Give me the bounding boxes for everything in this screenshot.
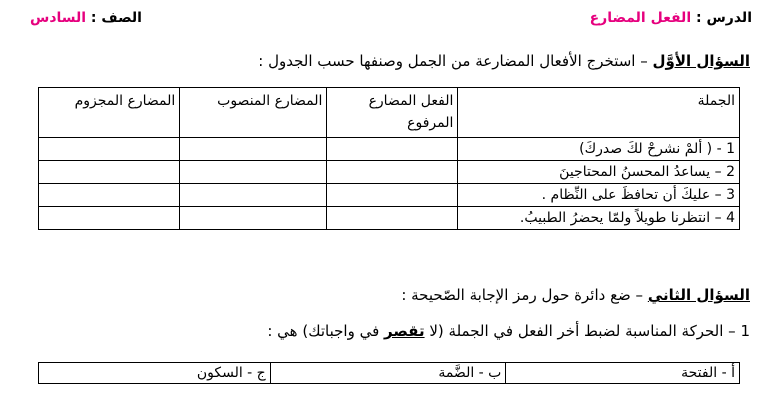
sentence-cell: 2 – يساعدُ المحسنُ المحتاجينَ (458, 161, 740, 184)
sentence-cell: 4 – انتظرنا طويلاً ولمّا يحضرُ الطبيبُ. (458, 207, 740, 230)
lesson-label: الدرس : (691, 10, 752, 26)
option-b[interactable]: ب - الضَّمة (270, 363, 506, 384)
answer-cell-indicative[interactable] (327, 161, 458, 184)
table-row (39, 184, 740, 207)
column-header-indicative: الفعل المضارع المرفوع (327, 88, 458, 138)
sentence-cell: 1 - ( ألمْ نشرحْ لكَ صدركَ) (458, 138, 740, 161)
answer-cell-jussive[interactable] (39, 161, 180, 184)
grade-label: الصف : (86, 10, 142, 26)
grade-info (30, 10, 142, 26)
lesson-value: الفعل المضارع (589, 10, 692, 26)
column-header-subjunctive: المضارع المنصوب (180, 88, 327, 138)
item-1-target-verb: تقصر (384, 322, 425, 340)
item-1-text-start: 1 – الحركة المناسبة لضبط أخر الفعل في الجملة (لا (424, 322, 750, 340)
column-header-sentence: الجملة (458, 88, 740, 138)
question-2-item-1 (267, 322, 750, 340)
answer-cell-subjunctive[interactable] (180, 207, 327, 230)
options-row (39, 363, 740, 384)
answer-cell-indicative[interactable] (327, 207, 458, 230)
question-1-text: – استخرج الأفعال المضارعة من الجمل وصنفها حسب الجدول : (258, 52, 653, 70)
answer-cell-indicative[interactable] (327, 184, 458, 207)
answer-cell-jussive[interactable] (39, 207, 180, 230)
table-row (39, 138, 740, 161)
answer-cell-jussive[interactable] (39, 138, 180, 161)
question-2-title: السؤال الثاني (647, 286, 750, 304)
classification-table (38, 87, 740, 230)
answer-cell-subjunctive[interactable] (180, 161, 327, 184)
answer-cell-subjunctive[interactable] (180, 138, 327, 161)
question-1-prompt (258, 52, 750, 70)
answer-options-table (38, 362, 740, 384)
column-header-jussive: المضارع المجزوم (39, 88, 180, 138)
grade-value: السادس (30, 10, 87, 26)
table-row (39, 207, 740, 230)
option-a[interactable]: أ - الفتحة (506, 363, 740, 384)
lesson-info (590, 10, 752, 26)
answer-cell-jussive[interactable] (39, 184, 180, 207)
item-1-text-end: في واجباتك) هي : (267, 322, 385, 340)
question-2-text: – ضع دائرة حول رمز الإجابة الصّحيحة : (401, 286, 648, 304)
option-c[interactable]: ج - السكون (39, 363, 271, 384)
answer-cell-indicative[interactable] (327, 138, 458, 161)
answer-cell-subjunctive[interactable] (180, 184, 327, 207)
table-header-row (39, 88, 740, 138)
question-1-title: السؤال الأوَّل (652, 52, 750, 70)
question-2-prompt (401, 286, 750, 304)
table-row (39, 161, 740, 184)
worksheet-header (30, 10, 752, 32)
sentence-cell: 3 – عليكَ أن تحافظَ على النِّظام . (458, 184, 740, 207)
